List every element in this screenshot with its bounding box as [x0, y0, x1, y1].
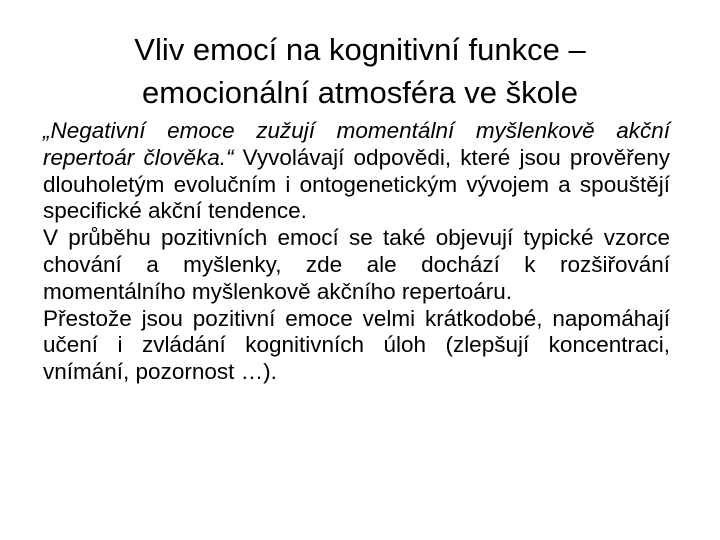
slide-title-line-2: emocionální atmosféra ve škole: [142, 75, 578, 110]
slide-body: [43, 118, 670, 386]
paragraph-negative-emotions: [43, 118, 670, 225]
paragraph-learning-benefits: Přestože jsou pozitivní emoce velmi krátkodobé, napomáhají učení i zvládání kognitivních úloh (zlepšují koncentraci, vnímání, pozornost …).: [43, 305, 670, 385]
paragraph-positive-emotions: V průběhu pozitivních emocí se také objevují typické vzorce chování a myšlenky, zde ale dochází k rozšiřování momentálního myšlenkově akčního repertoáru.: [43, 225, 670, 304]
paragraph-negative-emotions-text: Vyvolávají odpovědi, které jsou prověřeny dlouholetým evolučním i ontogenetickým vývojem a spouštějí specifické akční tendence.: [43, 144, 670, 224]
slide-title: [60, 28, 660, 114]
slide-title-line-1: Vliv emocí na kognitivní funkce –: [134, 32, 586, 67]
quote-text: „Negativní emoce zužují momentální myšlenkově akční repertoár člověka.“: [43, 118, 670, 170]
